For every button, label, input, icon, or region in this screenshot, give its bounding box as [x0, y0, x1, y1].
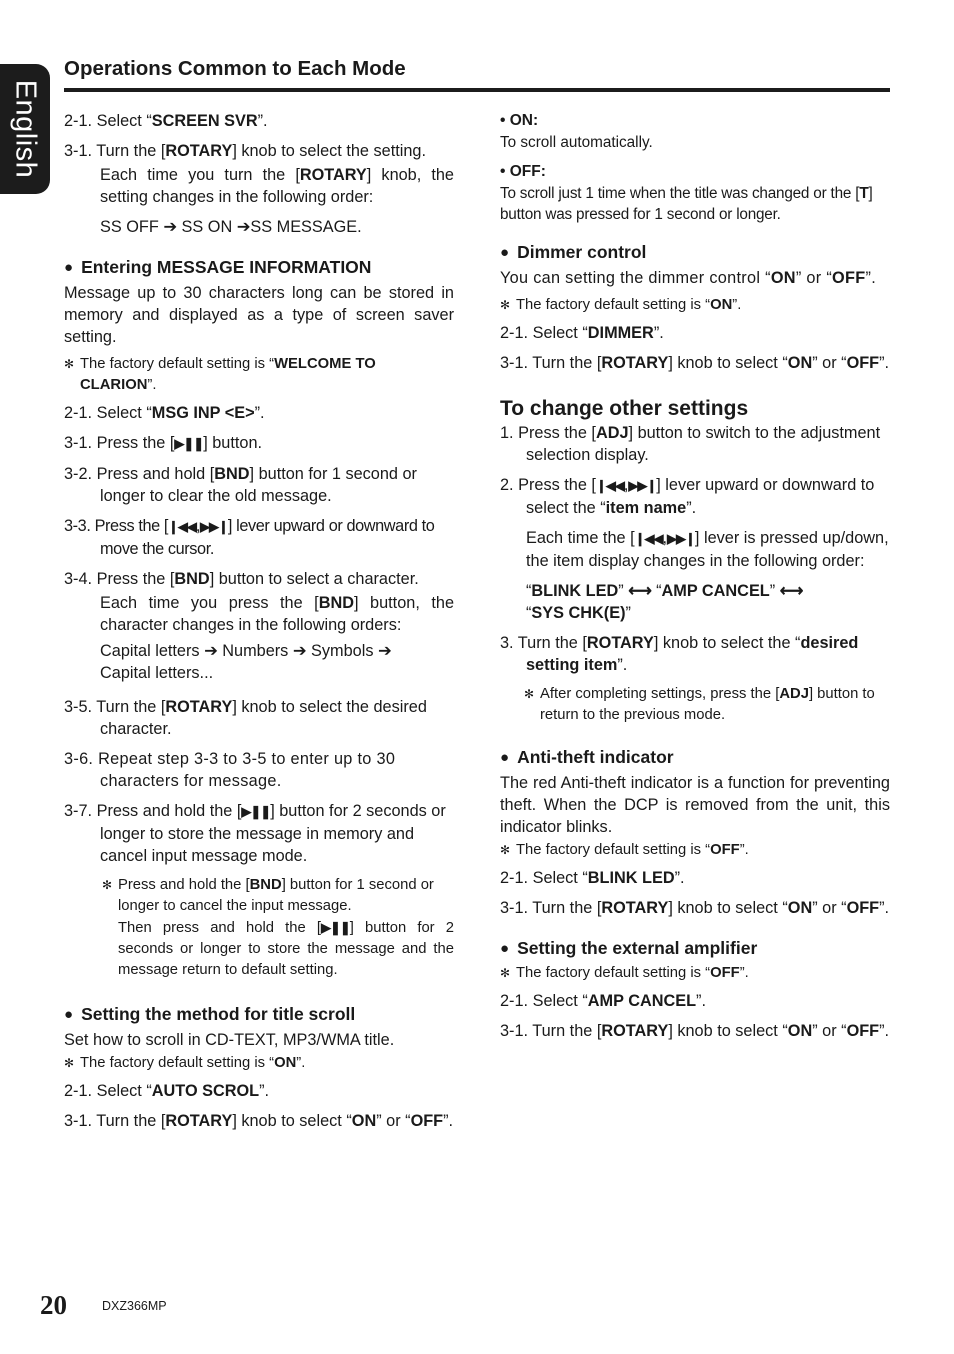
- arrow-right-icon: ➔: [236, 218, 251, 236]
- bullet-icon: •: [500, 163, 510, 180]
- note-after-settings: ✻ After completing settings, press the [ADJ] button to return to the previous mode.: [524, 686, 875, 723]
- message-body: Message up to 30 characters long can be stored in memory and displayed as a type of screen saver setting.: [64, 284, 454, 346]
- step-repeat: 3-6. Repeat step 3-3 to 3-5 to enter up to 30 characters for message.: [64, 750, 396, 790]
- bullet-icon: ●: [500, 244, 510, 261]
- step-turn-rotary-dimmer: 3-1. Turn the [ROTARY] knob to select “ON” or “OFF”.: [500, 354, 890, 372]
- step-sub-text: Each time you press the [BND] button, the character changes in the following orders:: [100, 594, 454, 634]
- step-select-desired-char: 3-5. Turn the [ROTARY] knob to select the desired character.: [64, 698, 427, 738]
- on-label: • ON:: [500, 112, 539, 129]
- step-move-cursor: 3-3. Press the [❙◀◀,▶▶❙] lever upward or downward to move the cursor.: [64, 517, 435, 558]
- other-step-1: 1. Press the [ADJ] button to switch to the adjustment selection display.: [500, 424, 881, 464]
- language-tab-label: English: [9, 79, 42, 179]
- heading-message: ● Entering MESSAGE INFORMATION: [64, 257, 372, 277]
- heading-title-scroll: ● Setting the method for title scroll: [64, 1004, 356, 1024]
- note-default-scroll: ✻ The factory default setting is “ON”.: [64, 1053, 454, 1074]
- heading-other-settings: To change other settings: [500, 397, 749, 420]
- step-turn-rotary-antitheft: 3-1. Turn the [ROTARY] knob to select “ON” or “OFF”.: [500, 899, 890, 917]
- char-sequence: Capital letters ➔ Numbers ➔ Symbols ➔ Capital letters...: [100, 642, 392, 682]
- dimmer-body: You can setting the dimmer control “ON” or “OFF”.: [500, 269, 877, 287]
- off-desc: To scroll just 1 time when the title was changed or the [T] button was pressed for 1 second or longer.: [500, 185, 873, 223]
- note-default-dimmer: ✻ The factory default setting is “ON”.: [500, 295, 890, 316]
- setting-sequence: SS OFF ➔ SS ON ➔SS MESSAGE.: [100, 218, 362, 236]
- bullet-icon: •: [500, 112, 510, 129]
- model-number: DXZ366MP: [102, 1299, 167, 1313]
- left-column: [64, 110, 454, 1140]
- step-hold-bnd: 3-2. Press and hold [BND] button for 1 second or longer to clear the old message.: [64, 465, 417, 505]
- skip-forward-icon: ▶▶❙: [200, 519, 228, 534]
- arrow-right-icon: ➔: [163, 218, 177, 236]
- skip-forward-icon: ▶▶❙: [667, 531, 695, 546]
- antitheft-body: The red Anti-theft indicator is a function for preventing theft. When the DCP is removed from the unit, this indicator blinks.: [500, 774, 890, 836]
- step-select-auto-scrol: 2-1. Select “AUTO SCROL”.: [64, 1082, 270, 1100]
- page-number: 20: [40, 1290, 67, 1320]
- asterisk-icon: ✻: [500, 966, 511, 980]
- heading-antitheft: ● Anti-theft indicator: [500, 747, 674, 767]
- step-select-screen-svr: 2-1. Select “SCREEN SVR”.: [64, 112, 268, 130]
- heading-amp: ● Setting the external amplifier: [500, 938, 758, 958]
- note-default-message: ✻ The factory default setting is “WELCOME TO CLARION”.: [64, 356, 376, 393]
- step-turn-rotary-amp: 3-1. Turn the [ROTARY] knob to select “ON” or “OFF”.: [500, 1022, 890, 1040]
- step-select-blink-led: 2-1. Select “BLINK LED”.: [500, 869, 685, 887]
- step-select-dimmer: 2-1. Select “DIMMER”.: [500, 324, 664, 342]
- other-step-2-sub: Each time the [❙◀◀,▶▶❙] lever is pressed up/down, the item display changes in the following order:: [526, 529, 889, 570]
- asterisk-icon: ✻: [500, 843, 511, 857]
- play-pause-icon: ▶❚❚: [174, 436, 204, 451]
- arrow-right-icon: ➔: [204, 642, 218, 660]
- bullet-icon: ●: [64, 1006, 74, 1023]
- step-turn-rotary-scroll: 3-1. Turn the [ROTARY] knob to select “ON” or “OFF”.: [64, 1112, 454, 1130]
- asterisk-icon: ✻: [64, 1056, 75, 1070]
- double-arrow-icon: ⟷: [779, 582, 804, 600]
- section-title: Operations Common to Each Mode: [64, 57, 406, 80]
- step-press-play: 3-1. Press the [▶❚❚] button.: [64, 432, 454, 455]
- header-rule: [64, 88, 890, 92]
- note-default-amp: ✻ The factory default setting is “OFF”.: [500, 963, 890, 984]
- asterisk-icon: ✻: [102, 878, 113, 892]
- skip-back-icon: ❙◀◀: [595, 478, 624, 493]
- skip-back-icon: ❙◀◀: [168, 519, 196, 534]
- note-cancel-input: ✻ Press and hold the [BND] button for 1 second or longer to cancel the input message.: [102, 877, 434, 914]
- step-store-message: 3-7. Press and hold the [▶❚❚] button for 2 seconds or longer to store the message in memory and cancel input message mode.: [64, 802, 446, 865]
- asterisk-icon: ✻: [64, 357, 75, 371]
- note-store-default: Then press and hold the [▶❚❚] button for 2 seconds or longer to store the message and the message return to default setting.: [64, 917, 454, 981]
- off-label: • OFF:: [500, 163, 546, 180]
- other-step-2: 2. Press the [❙◀◀,▶▶❙] lever upward or downward to select the “item name”.: [500, 476, 875, 517]
- bullet-icon: ●: [500, 940, 510, 957]
- on-desc: To scroll automatically.: [500, 134, 653, 151]
- play-pause-icon: ▶❚❚: [321, 920, 350, 935]
- item-sequence: “BLINK LED” ⟷ “AMP CANCEL” ⟷ “SYS CHK(E)”: [526, 582, 804, 622]
- asterisk-icon: ✻: [524, 687, 535, 701]
- step-select-char: 3-4. Press the [BND] button to select a character.: [64, 570, 419, 588]
- right-column: [500, 110, 890, 1050]
- step-select-msg: 2-1. Select “MSG INP <E>”.: [64, 404, 265, 422]
- note-default-antitheft: ✻ The factory default setting is “OFF”.: [500, 840, 890, 861]
- heading-dimmer: ● Dimmer control: [500, 242, 647, 262]
- arrow-right-icon: ➔: [378, 642, 392, 660]
- asterisk-icon: ✻: [500, 298, 511, 312]
- scroll-body: Set how to scroll in CD-TEXT, MP3/WMA title.: [64, 1031, 395, 1049]
- step-turn-rotary: 3-1. Turn the [ROTARY] knob to select the setting.: [64, 142, 426, 160]
- bullet-icon: ●: [500, 749, 510, 766]
- step-sub-text: Each time you turn the [ROTARY] knob, the setting changes in the following order:: [100, 166, 454, 206]
- double-arrow-icon: ⟷: [628, 582, 652, 600]
- other-step-3: 3. Turn the [ROTARY] knob to select the “desired setting item”.: [500, 634, 859, 674]
- step-select-amp-cancel: 2-1. Select “AMP CANCEL”.: [500, 992, 706, 1010]
- arrow-right-icon: ➔: [292, 642, 307, 660]
- skip-back-icon: ❙◀◀: [634, 531, 663, 546]
- language-tab: [0, 64, 50, 194]
- play-pause-icon: ▶❚❚: [241, 804, 271, 819]
- skip-forward-icon: ▶▶❙: [628, 478, 657, 493]
- bullet-icon: ●: [64, 259, 74, 276]
